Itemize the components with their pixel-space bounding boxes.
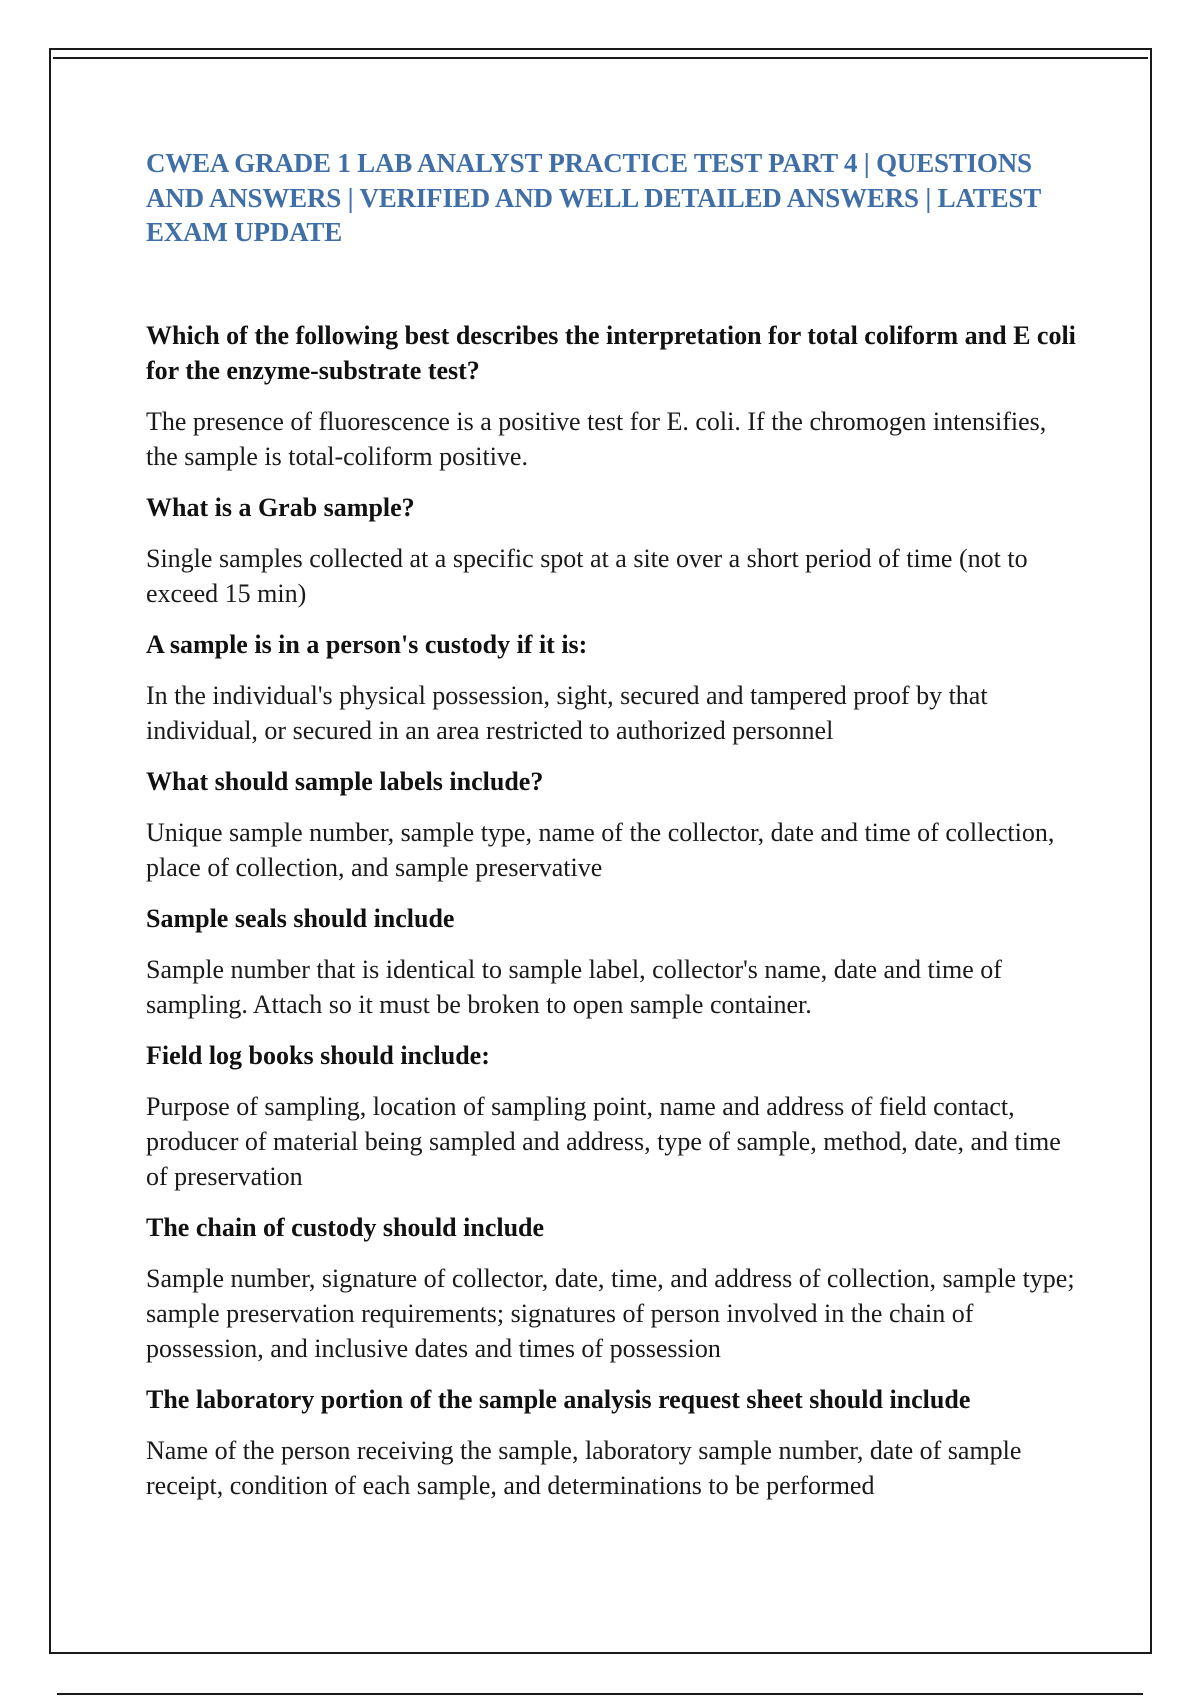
answer: Single samples collected at a specific spot at a site over a short period of time (not to exceed 15 min) [146,543,1028,608]
qa-item [146,1038,1076,1194]
document-content [146,146,1076,1519]
qa-item [146,490,1076,611]
question: The laboratory portion of the sample analysis request sheet should include [146,1384,971,1414]
question: Which of the following best describes the interpretation for total coliform and E coli for the enzyme-substrate test? [146,320,1076,385]
qa-item [146,1382,1076,1503]
answer: Unique sample number, sample type, name of the collector, date and time of collection, place of collection, and sample preservative [146,817,1055,882]
answer: Name of the person receiving the sample, laboratory sample number, date of sample receipt, condition of each sample, and determinations to be performed [146,1435,1022,1500]
question: The chain of custody should include [146,1212,545,1242]
answer: Sample number, signature of collector, date, time, and address of collection, sample type; sample preservation requirements; signatures of person involved in the chain of possession, and inclusive dates and times of possession [146,1263,1075,1363]
answer: Sample number that is identical to sample label, collector's name, date and time of sampling. Attach so it must be broken to open sample container. [146,954,1002,1019]
document-title: CWEA GRADE 1 LAB ANALYST PRACTICE TEST PART 4 | QUESTIONS AND ANSWERS | VERIFIED AND WELL DETAILED ANSWERS | LATEST EXAM UPDATE [146,148,1041,247]
qa-item [146,318,1076,474]
qa-item [146,627,1076,748]
question: Sample seals should include [146,903,455,933]
answer: The presence of fluorescence is a positive test for E. coli. If the chromogen intensifies, the sample is total-coliform positive. [146,406,1047,471]
question: What is a Grab sample? [146,492,415,522]
qa-list [146,318,1076,1503]
answer: Purpose of sampling, location of sampling point, name and address of field contact, producer of material being sampled and address, type of sample, method, date, and time of preservation [146,1091,1061,1191]
question: A sample is in a person's custody if it is: [146,629,588,659]
question: What should sample labels include? [146,766,544,796]
question: Field log books should include: [146,1040,490,1070]
page-top-rule [53,57,1148,59]
qa-item [146,1210,1076,1366]
qa-item [146,764,1076,885]
bottom-rule [57,1693,1143,1695]
answer: In the individual's physical possession, sight, secured and tampered proof by that individual, or secured in an area restricted to authorized personnel [146,680,988,745]
qa-item [146,901,1076,1022]
